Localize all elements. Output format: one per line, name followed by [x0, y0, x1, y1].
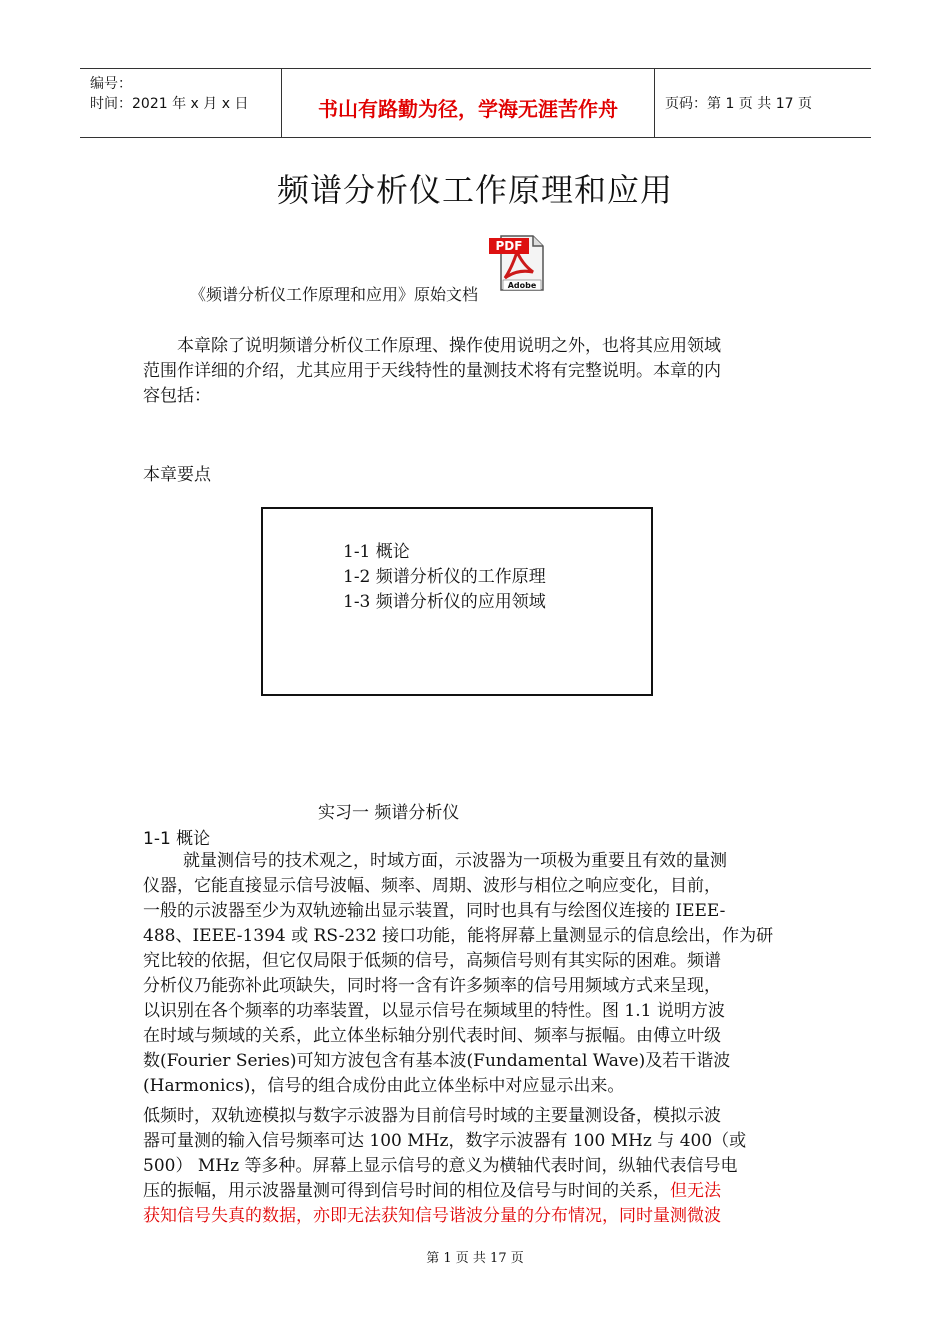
body-line: 488、IEEE-1394 或 RS-232 接口功能，能将屏幕上量测显示的信息绘出，作为研: [143, 926, 774, 946]
key-point-item: 1-2 频谱分析仪的工作原理: [343, 567, 546, 587]
body-paragraph-2: [143, 1104, 813, 1229]
key-points-title: 本章要点: [143, 465, 211, 485]
section-heading: 1-1 概论: [143, 829, 211, 849]
page-footer: 第 1 页 共 17 页: [426, 1251, 524, 1266]
body-line: 一般的示波器至少为双轨迹输出显示装置，同时也具有与绘图仪连接的 IEEE-: [143, 901, 726, 921]
body-line: 低频时，双轨迹模拟与数字示波器为目前信号时域的主要量测设备，模拟示波: [143, 1106, 721, 1126]
header-meta: [80, 69, 282, 137]
intro-line: 范围作详细的介绍，尤其应用于天线特性的量测技术将有完整说明。本章的内: [143, 361, 721, 381]
body-line: 在时域与频域的关系，此立体坐标轴分别代表时间、频率与振幅。由傅立叶级: [143, 1026, 721, 1046]
body-line: 就量测信号的技术观之，时域方面，示波器为一项极为重要且有效的量测: [183, 851, 727, 871]
body-line-mixed: [143, 1179, 813, 1204]
header-motto: 书山有路勤为径，学海无涯苦作舟: [318, 97, 618, 121]
highlighted-line: 获知信号失真的数据，亦即无法获知信号谐波分量的分布情况，同时量测微波: [143, 1206, 721, 1226]
body-line: 究比较的依据，但它仅局限于低频的信号，高频信号则有其实际的困难。频谱: [143, 951, 721, 971]
body-line: 以识别在各个频率的功率装置，以显示信号在频域里的特性。图 1.1 说明方波: [143, 1001, 725, 1021]
intro-line: 容包括：: [143, 386, 211, 406]
intro-line: 本章除了说明频谱分析仪工作原理、操作使用说明之外，也将其应用领域: [177, 336, 721, 356]
document-title: 频谱分析仪工作原理和应用: [276, 171, 673, 209]
key-point-item: 1-3 频谱分析仪的应用领域: [343, 592, 546, 612]
header-page-info: 页码：第 1 页 共 17 页: [665, 96, 812, 112]
header-page-cell: [655, 69, 871, 137]
date-label: 时间：2021 年 x 月 x 日: [90, 96, 249, 112]
page-header: [80, 68, 871, 138]
intro-paragraph: [143, 334, 813, 409]
body-line: 分析仪乃能弥补此项缺失，同时将一含有许多频率的信号用频域方式来呈现，: [143, 976, 721, 996]
chapter-title: 实习一 频谱分析仪: [318, 803, 460, 823]
body-text: 压的振幅，用示波器量测可得到信号时间的相位及信号与时间的关系，: [143, 1181, 670, 1201]
pdf-caption: 《频谱分析仪工作原理和应用》原始文档: [190, 285, 479, 304]
number-label: 编号：: [90, 76, 132, 92]
header-motto-cell: [282, 69, 655, 137]
key-points-box: [261, 507, 653, 696]
pdf-adobe-text: Adobe: [507, 281, 537, 290]
key-point-item: 1-1 概论: [343, 542, 410, 562]
body-line: 数(Fourier Series)可知方波包含有基本波(Fundamental Wave)及若干谐波: [143, 1051, 731, 1071]
body-paragraph-1: [143, 849, 813, 1099]
body-line: (Harmonics)，信号的组合成份由此立体坐标中对应显示出来。: [143, 1076, 625, 1096]
body-line: 500） MHz 等多种。屏幕上显示信号的意义为横轴代表时间，纵轴代表信号电: [143, 1156, 738, 1176]
pdf-icon[interactable]: [487, 232, 549, 294]
body-line: 器可量测的输入信号频率可达 100 MHz，数字示波器有 100 MHz 与 400（或: [143, 1131, 747, 1151]
pdf-badge-text: PDF: [495, 239, 523, 253]
body-line: 仪器，它能直接显示信号波幅、频率、周期、波形与相位之响应变化，目前，: [143, 876, 721, 896]
highlighted-text: 但无法: [670, 1181, 721, 1201]
